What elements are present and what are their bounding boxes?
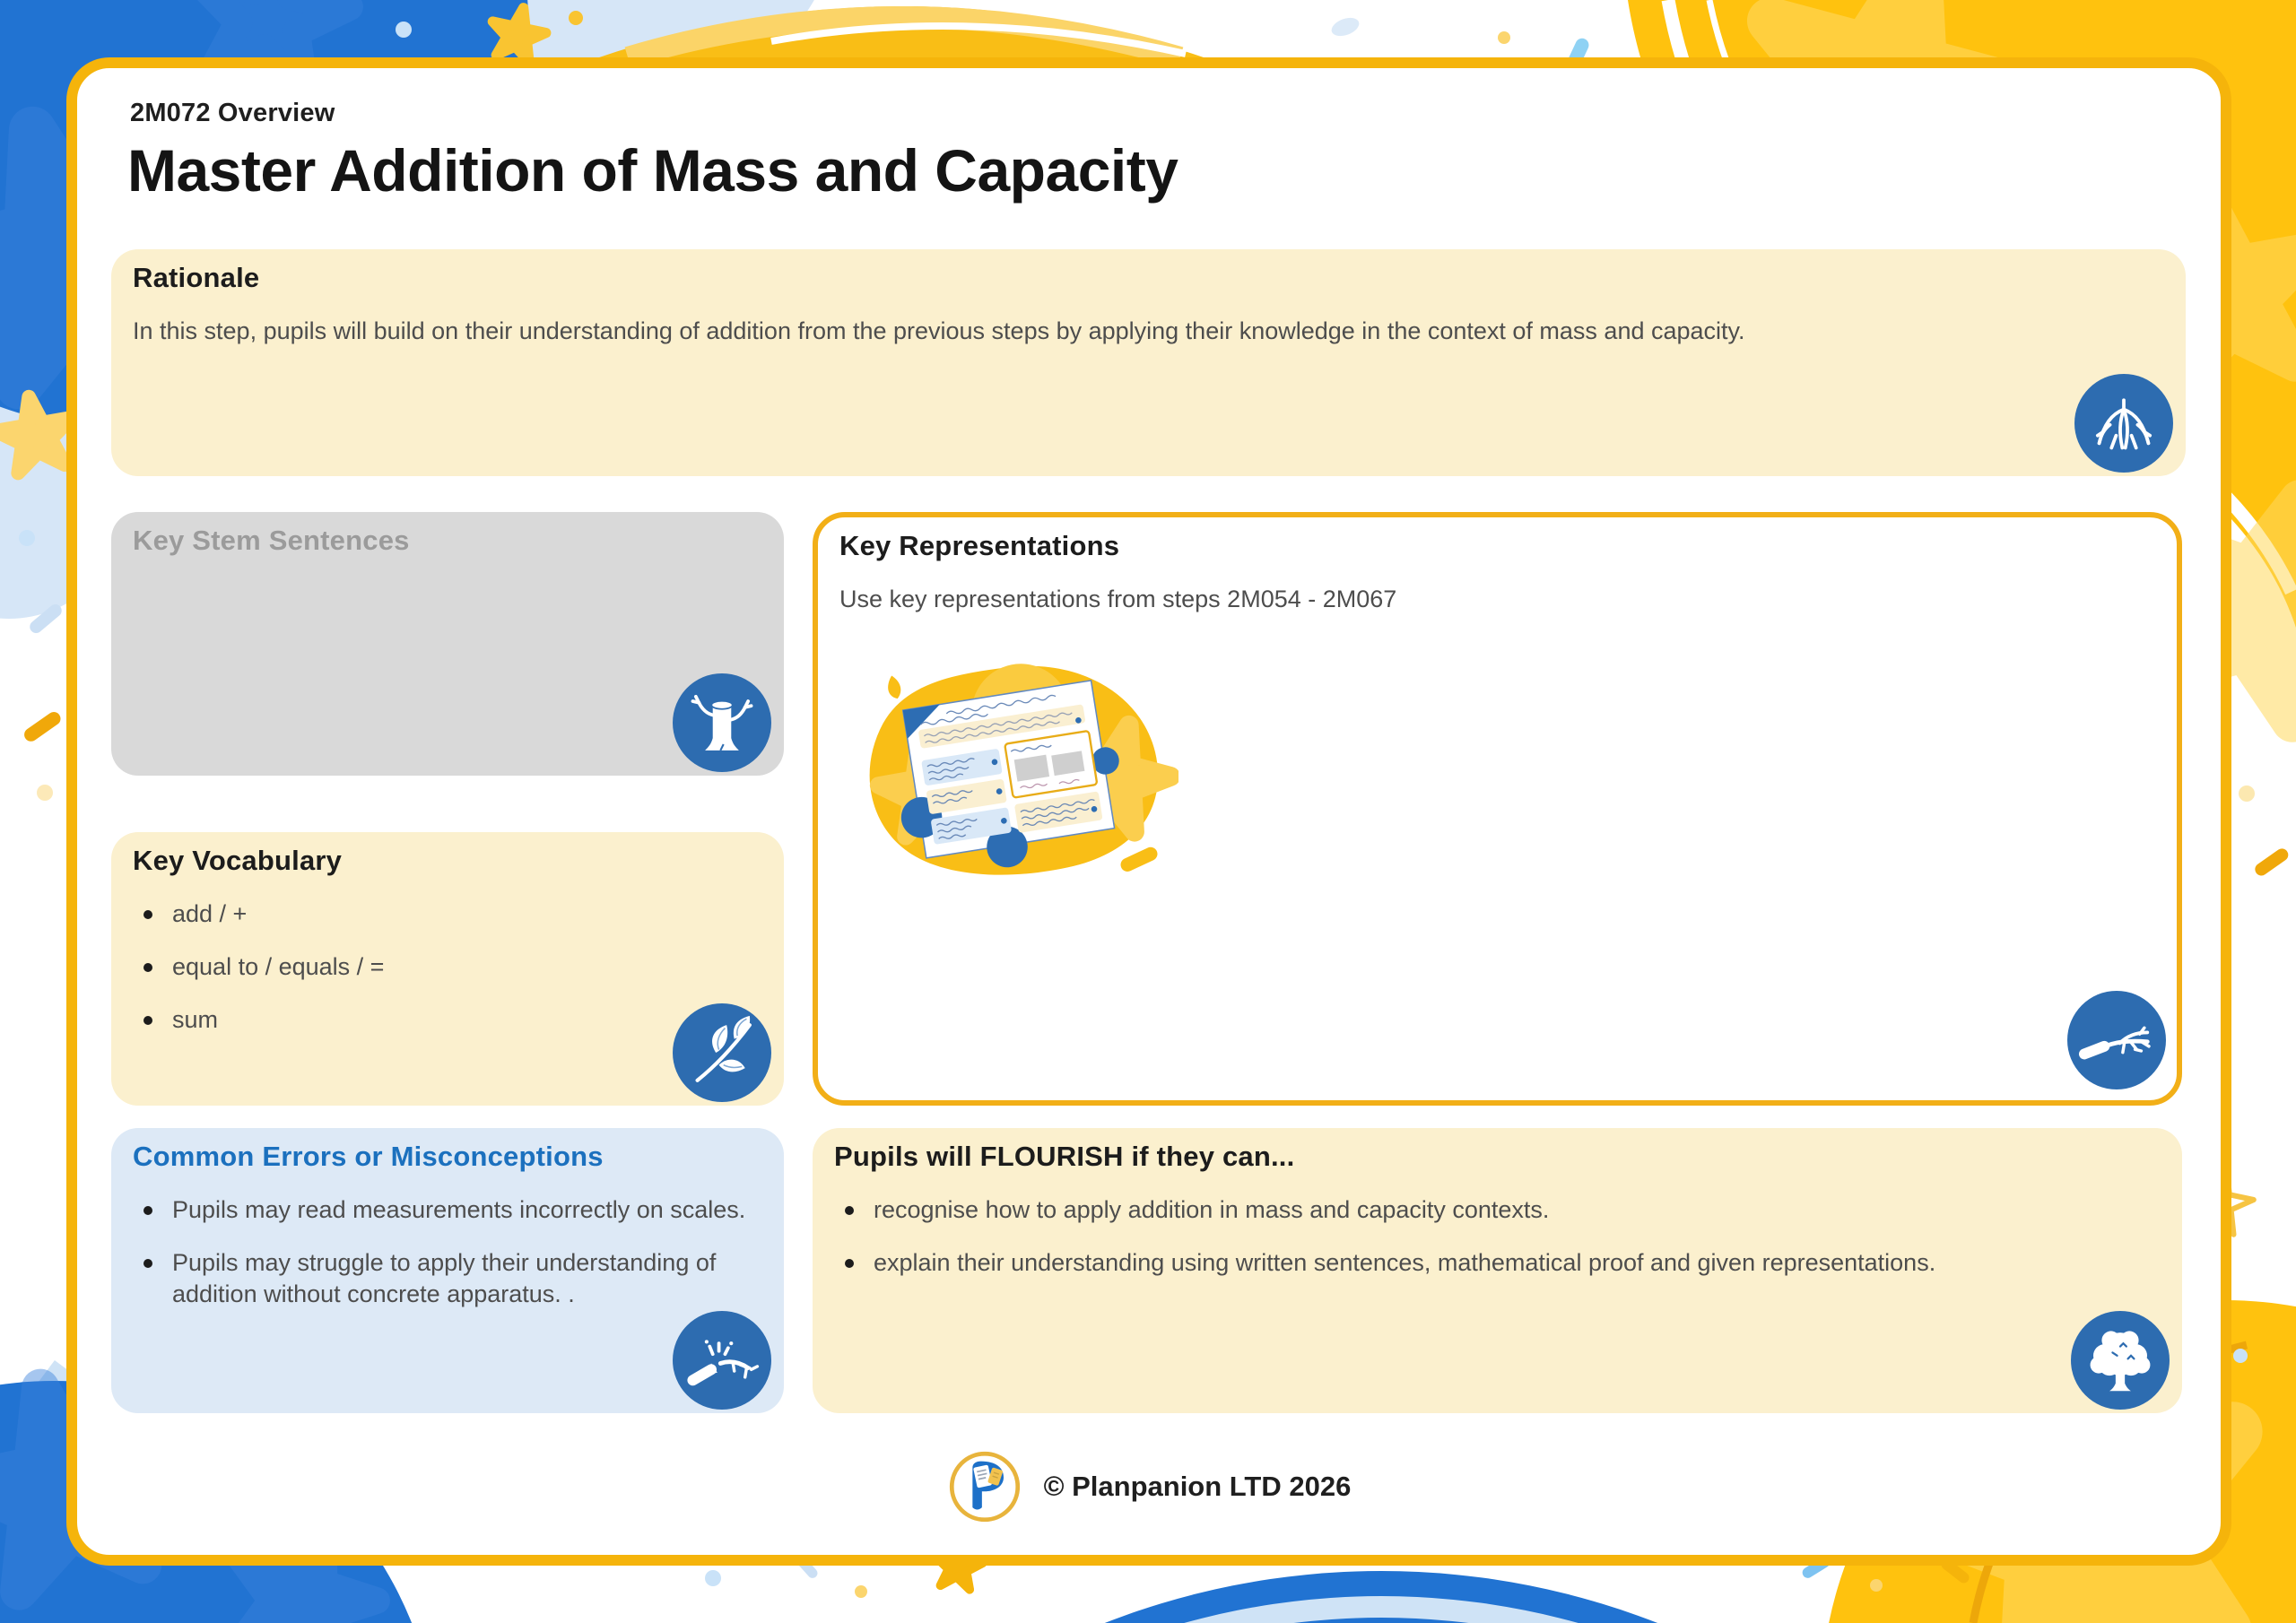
rationale-text: In this step, pupils will build on their understanding of addition from the previous steps by applying their knowledge in the context of mass and capacity. bbox=[133, 317, 1745, 344]
tree-icon bbox=[2071, 1311, 2170, 1410]
key-representations-panel bbox=[813, 512, 2182, 1106]
key-vocabulary-heading: Key Vocabulary bbox=[133, 845, 343, 876]
key-vocabulary-list bbox=[133, 898, 762, 1036]
branch-icon bbox=[2067, 991, 2166, 1089]
worksheet-illustration bbox=[838, 652, 1178, 881]
rationale-heading: Rationale bbox=[133, 262, 260, 293]
step-code: 2M072 Overview bbox=[130, 99, 335, 127]
list-item: Pupils may read measurements incorrectly on scales. bbox=[133, 1194, 762, 1226]
footer bbox=[77, 1446, 2221, 1527]
leaves-icon bbox=[673, 1003, 771, 1102]
key-stem-sentences-panel bbox=[111, 512, 784, 776]
flourish-panel bbox=[813, 1128, 2182, 1413]
key-representations-heading: Key Representations bbox=[839, 530, 1120, 561]
overview-card bbox=[66, 57, 2231, 1566]
key-stem-sentences-heading: Key Stem Sentences bbox=[133, 525, 410, 556]
list-item: add / + bbox=[133, 898, 762, 930]
list-item: sum bbox=[133, 1004, 762, 1036]
rationale-panel bbox=[111, 249, 2186, 476]
list-item: explain their understanding using written sentences, mathematical proof and given representations. bbox=[834, 1247, 2161, 1279]
tree-trunk-icon bbox=[673, 673, 771, 772]
common-errors-panel bbox=[111, 1128, 784, 1413]
list-item: Pupils may struggle to apply their understanding of addition without concrete apparatus. . bbox=[133, 1247, 762, 1310]
page-title: Master Addition of Mass and Capacity bbox=[127, 137, 1178, 204]
planpanion-logo bbox=[947, 1449, 1022, 1524]
flourish-list bbox=[834, 1194, 2161, 1279]
roots-icon bbox=[2074, 374, 2173, 473]
key-vocabulary-panel bbox=[111, 832, 784, 1106]
list-item: equal to / equals / = bbox=[133, 951, 762, 983]
common-errors-list bbox=[133, 1194, 762, 1310]
broken-branch-icon bbox=[673, 1311, 771, 1410]
copyright-text: © Planpanion LTD 2026 bbox=[1043, 1471, 1352, 1502]
list-item: recognise how to apply addition in mass and capacity contexts. bbox=[834, 1194, 2161, 1226]
key-representations-text: Use key representations from steps 2M054 - 2M067 bbox=[839, 586, 1397, 612]
common-errors-heading: Common Errors or Misconceptions bbox=[133, 1141, 604, 1172]
flourish-heading: Pupils will FLOURISH if they can... bbox=[834, 1141, 1295, 1172]
